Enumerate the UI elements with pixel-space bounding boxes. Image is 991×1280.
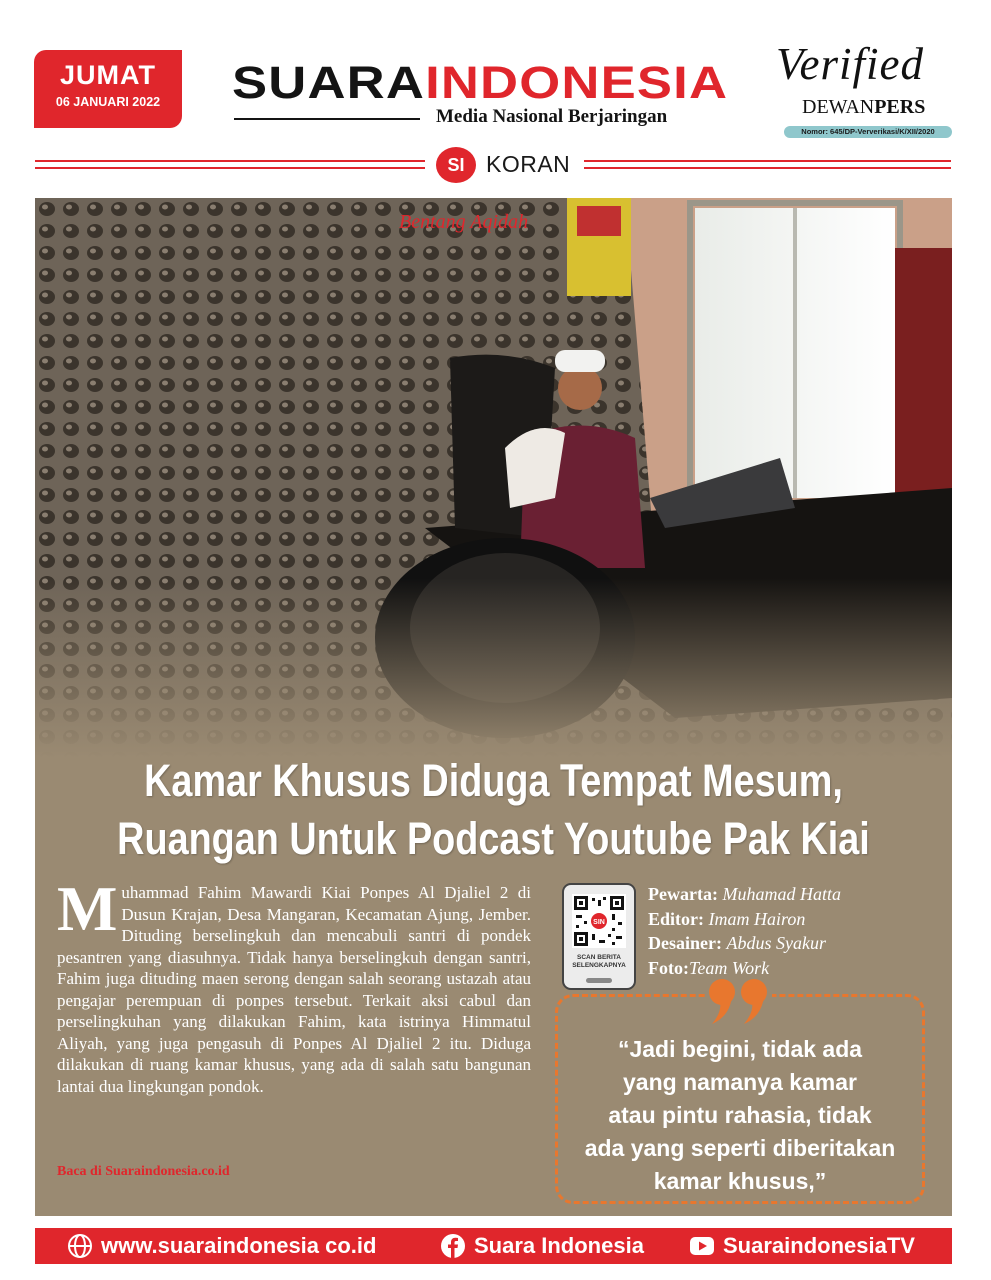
suara-indonesia-logo[interactable]	[232, 58, 728, 108]
qr-caption-line-1: SCAN BERITA	[577, 954, 621, 961]
footer-facebook[interactable]	[440, 1228, 644, 1264]
footer-website[interactable]	[67, 1228, 376, 1264]
quote-line-2: yang namanya kamar	[623, 1069, 857, 1095]
quote-line-3: atau pintu rahasia, tidak	[608, 1102, 872, 1128]
credit-photo-name: Team Work	[688, 957, 770, 978]
pull-quote	[555, 1033, 925, 1198]
pers-label: PERS	[874, 96, 926, 118]
qr-code[interactable]	[572, 894, 626, 948]
credit-photo-label: Foto:	[648, 957, 689, 978]
divider-left-bottom	[35, 167, 425, 169]
tagline: Media Nasional Berjaringan	[436, 106, 668, 127]
divider-right-bottom	[584, 167, 951, 169]
article-body	[57, 873, 531, 1097]
quote-mark-icon	[706, 978, 772, 1026]
qr-caption-line-2: SELENGKAPNYA	[572, 962, 626, 969]
credit-editor	[648, 907, 841, 932]
headline-line-1: Kamar Khusus Diduga Tempat Mesum,	[144, 755, 843, 806]
qr-bar	[586, 978, 612, 983]
section-name: KORAN	[486, 151, 571, 177]
credit-editor-label: Editor:	[648, 908, 704, 929]
website-link[interactable]: www.suaraindonesia co.id	[101, 1233, 377, 1258]
globe-icon	[67, 1233, 93, 1259]
dewan-pers-label	[802, 96, 925, 119]
youtube-link[interactable]: SuaraindonesiaTV	[723, 1233, 915, 1258]
registration-number: Nomor: 645/DP-Ververikasi/K/XII/2020	[784, 126, 952, 138]
headline-line-2: Ruangan Untuk Podcast Youtube Pak Kiai	[117, 813, 870, 864]
qr-caption	[564, 954, 634, 970]
date-day: JUMAT	[60, 60, 156, 90]
date-full: 06 JANUARI 2022	[55, 95, 161, 109]
qr-badge-text: SIN	[593, 919, 605, 926]
footer-youtube[interactable]	[689, 1228, 915, 1264]
divider-right-top	[584, 160, 951, 162]
quote-line-4: ada yang seperti diberitakan	[584, 1135, 896, 1161]
quote-line-1: “Jadi begini, tidak ada	[617, 1036, 863, 1062]
date-badge	[34, 50, 182, 128]
footer-bar	[35, 1228, 952, 1264]
logo-part-indonesia: INDONESIA	[425, 57, 729, 108]
neon-sign-text: Bentang Aqidah	[399, 211, 529, 233]
dewan-label: DEWAN	[802, 96, 875, 118]
headline	[35, 752, 952, 868]
article-body-text: uhammad Fahim Mawardi Kiai Ponpes Al Djaliel 2 di Dusun Krajan, Desa Mangaran, Kecamatan Ajung, Jember. Dituding berselingkuh dan mencabuli santri di pondek pesantren yang diasuhnya. Tidak hanya berselingkuh dengan santri, Fahim juga dituding maen serong dengan salah seorang ustazah atau pengajar perempuan di ponpes tersebut. Terkait aksi cabul dan perselingkuhan yang dilakukan Fahim, kata istrinya Himmatul Aliyah, yang juga pengasuh di Ponpes Al Djaliel 2 itu. Diduga dilakukan di ruang kamar khusus, yang ada di salah satu bangunan lantai dua lingkungan pondok.	[57, 883, 531, 1096]
facebook-link[interactable]: Suara Indonesia	[474, 1233, 644, 1258]
article-panel	[35, 198, 952, 1216]
article-photo	[35, 198, 952, 758]
credit-editor-name: Imam Hairon	[708, 908, 806, 929]
read-more-link[interactable]: Baca di Suaraindonesia.co.id	[57, 1164, 230, 1179]
credit-designer	[648, 931, 841, 956]
credit-reporter-name: Muhamad Hatta	[722, 884, 841, 904]
credits	[648, 882, 841, 980]
credit-reporter-label: Pewarta:	[648, 884, 718, 904]
drop-cap: M	[57, 873, 118, 944]
logo-part-suara: SUARA	[232, 57, 426, 108]
credit-reporter	[648, 882, 841, 907]
credit-photo	[648, 956, 841, 981]
quote-line-5: kamar khusus,”	[653, 1168, 827, 1194]
facebook-icon	[440, 1233, 466, 1259]
credit-designer-name: Abdus Syakur	[726, 933, 826, 953]
qr-card[interactable]	[562, 883, 636, 990]
credit-designer-label: Desainer:	[648, 933, 722, 953]
verified-script: Verified	[776, 39, 924, 89]
divider-left-top	[35, 160, 425, 162]
youtube-icon	[689, 1233, 715, 1259]
logo-underline	[234, 118, 420, 120]
si-badge: SI	[436, 147, 476, 183]
